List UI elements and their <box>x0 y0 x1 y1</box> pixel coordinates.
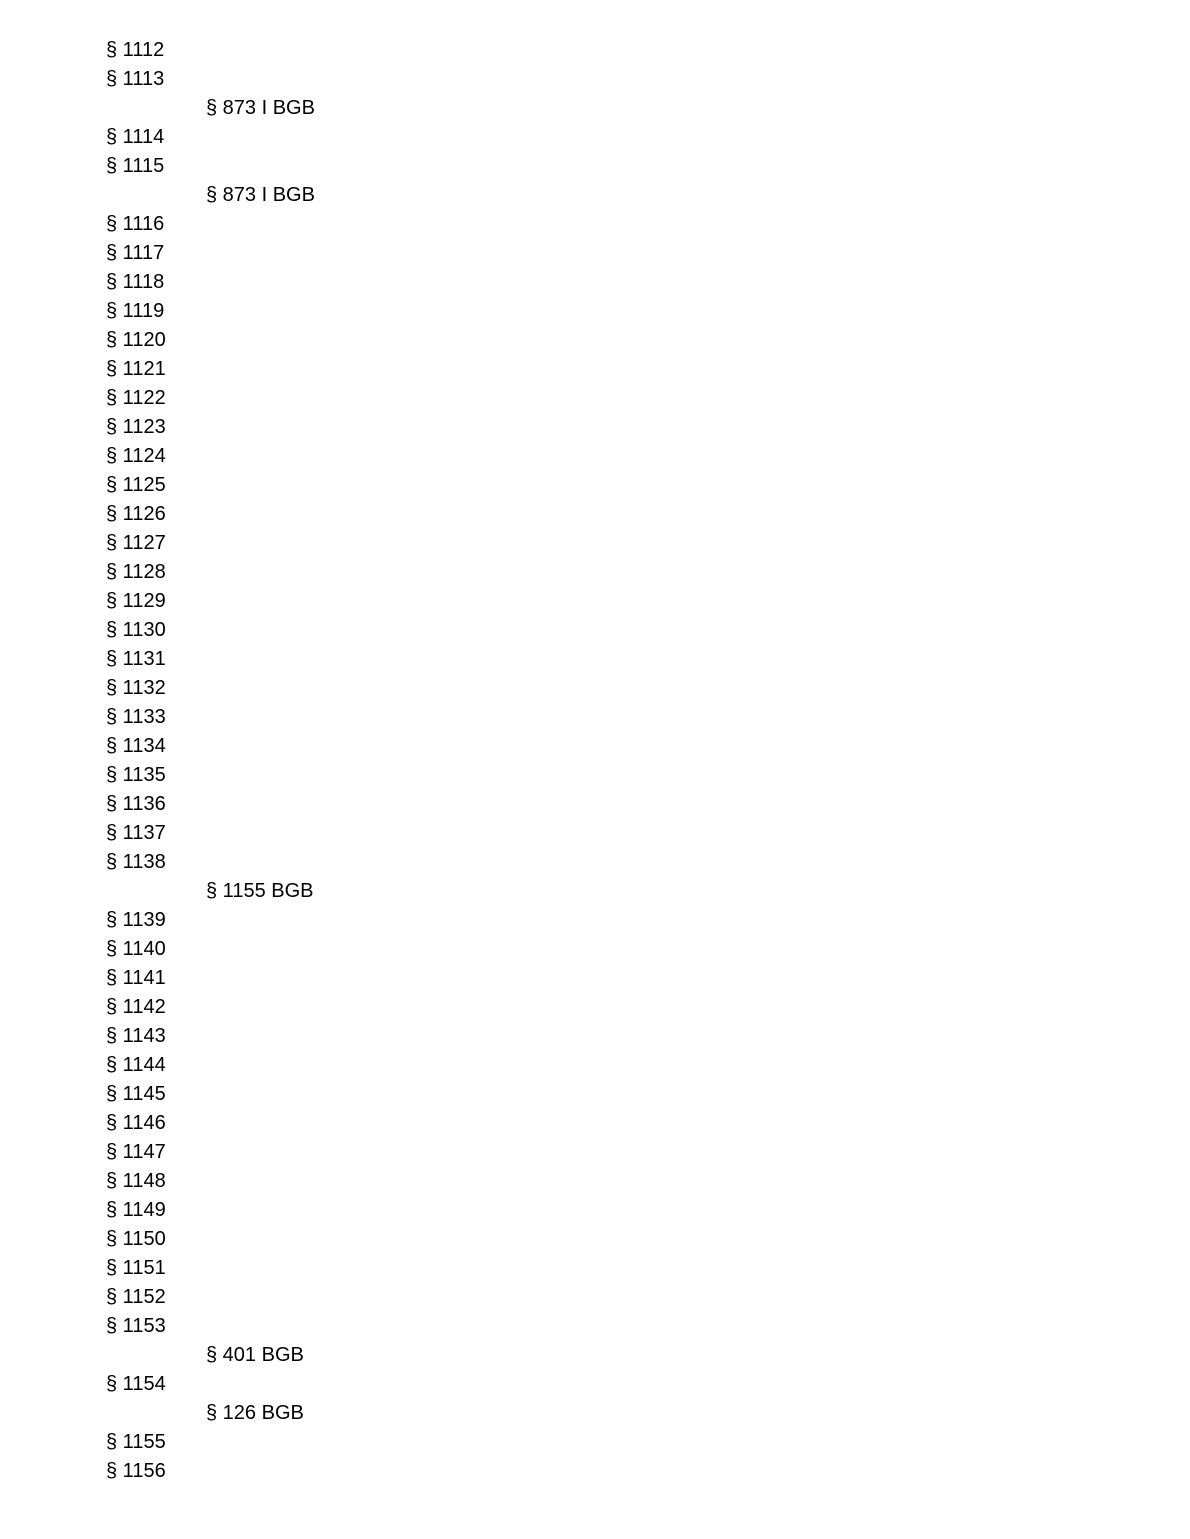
paragraph-line: § 1125 <box>106 474 166 496</box>
paragraph-line: § 1134 <box>106 735 166 757</box>
paragraph-line: § 1129 <box>106 590 166 612</box>
paragraph-line: § 1141 <box>106 967 166 989</box>
paragraph-line: § 1142 <box>106 996 166 1018</box>
paragraph-line: § 1118 <box>106 271 165 293</box>
paragraph-line: § 1135 <box>106 764 166 786</box>
paragraph-line: § 1148 <box>106 1170 166 1192</box>
paragraph-line: § 1153 <box>106 1315 166 1337</box>
paragraph-line: § 1117 <box>106 242 165 264</box>
paragraph-line: § 1113 <box>106 68 165 90</box>
paragraph-line: § 1155 <box>106 1431 166 1453</box>
paragraph-line: § 1112 <box>106 39 165 61</box>
paragraph-line: § 1145 <box>106 1083 166 1105</box>
paragraph-line: § 1121 <box>106 358 166 380</box>
cross-reference-line: § 873 I BGB <box>206 97 315 119</box>
paragraph-line: § 1115 <box>106 155 165 177</box>
paragraph-line: § 1146 <box>106 1112 166 1134</box>
paragraph-line: § 1127 <box>106 532 166 554</box>
paragraph-line: § 1137 <box>106 822 166 844</box>
paragraph-line: § 1114 <box>106 126 165 148</box>
paragraph-line: § 1120 <box>106 329 166 351</box>
paragraph-line: § 1130 <box>106 619 166 641</box>
paragraph-line: § 1151 <box>106 1257 166 1279</box>
paragraph-line: § 1116 <box>106 213 165 235</box>
paragraph-line: § 1149 <box>106 1199 166 1221</box>
paragraph-line: § 1133 <box>106 706 166 728</box>
paragraph-line: § 1147 <box>106 1141 166 1163</box>
paragraph-line: § 1122 <box>106 387 166 409</box>
paragraph-line: § 1156 <box>106 1460 166 1482</box>
paragraph-line: § 1144 <box>106 1054 166 1076</box>
paragraph-line: § 1139 <box>106 909 166 931</box>
paragraph-line: § 1140 <box>106 938 166 960</box>
document-page <box>0 36 1190 1486</box>
paragraph-line: § 1126 <box>106 503 166 525</box>
paragraph-line: § 1124 <box>106 445 166 467</box>
paragraph-line: § 1123 <box>106 416 166 438</box>
cross-reference-line: § 126 BGB <box>206 1402 304 1424</box>
paragraph-line: § 1119 <box>106 300 165 322</box>
paragraph-line: § 1150 <box>106 1228 166 1250</box>
paragraph-line: § 1132 <box>106 677 166 699</box>
cross-reference-line: § 873 I BGB <box>206 184 315 206</box>
paragraph-line: § 1143 <box>106 1025 166 1047</box>
paragraph-line: § 1154 <box>106 1373 166 1395</box>
paragraph-line: § 1152 <box>106 1286 166 1308</box>
cross-reference-line: § 401 BGB <box>206 1344 304 1366</box>
paragraph-line: § 1131 <box>106 648 166 670</box>
cross-reference-line: § 1155 BGB <box>206 880 314 902</box>
paragraph-line: § 1138 <box>106 851 166 873</box>
paragraph-line: § 1136 <box>106 793 166 815</box>
paragraph-line: § 1128 <box>106 561 166 583</box>
